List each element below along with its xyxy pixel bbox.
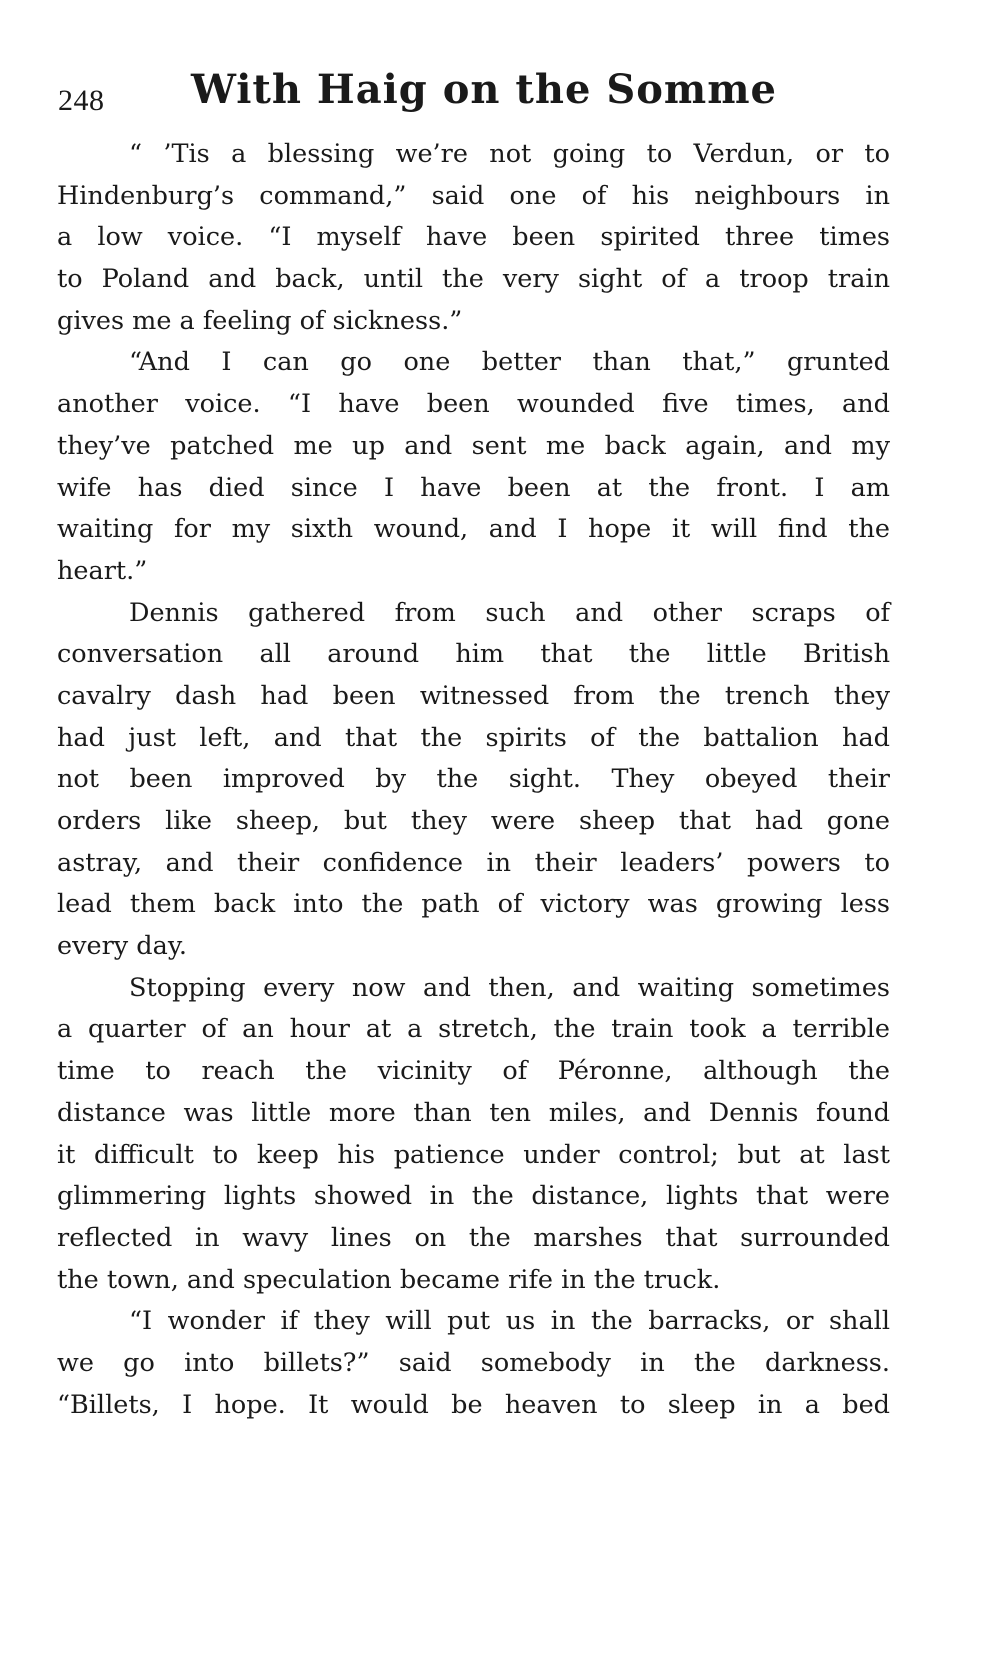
- text-line: glimmering lights showed in the distance, lights that were: [57, 1181, 890, 1212]
- text-line: distance was little more than ten miles, and Dennis found: [57, 1097, 890, 1128]
- text-line: conversation all around him that the little British: [57, 639, 890, 670]
- text-line: a quarter of an hour at a stretch, the train took a terrible: [57, 1014, 890, 1045]
- running-title: With Haig on the Somme: [191, 66, 777, 113]
- text-line: orders like sheep, but they were sheep that had gone: [57, 806, 890, 836]
- text-line: another voice. “I have been wounded five times, and: [57, 389, 890, 420]
- text-line: gives me a feeling of sickness.”: [57, 305, 463, 336]
- text-line: cavalry dash had been witnessed from the trench they: [57, 680, 890, 711]
- body-text: [57, 134, 890, 1426]
- text-line: had just left, and that the spirits of the battalion had: [57, 722, 890, 753]
- text-line: Hindenburg’s command,” said one of his neighbours in: [57, 180, 890, 211]
- text-line: waiting for my sixth wound, and I hope it will find the: [57, 514, 890, 545]
- text-line: we go into billets?” said somebody in the darkness.: [57, 1347, 890, 1378]
- text-line: a low voice. “I myself have been spirited three times: [57, 222, 890, 253]
- text-line: “I wonder if they will put us in the barracks, or shall: [129, 1306, 890, 1337]
- text-line: lead them back into the path of victory was growing less: [57, 889, 890, 920]
- text-line: they’ve patched me up and sent me back again, and my: [57, 430, 890, 461]
- text-line: to Poland and back, until the very sight of a troop train: [57, 264, 890, 295]
- text-line: wife has died since I have been at the front. I am: [57, 472, 890, 503]
- text-line: “ ’Tis a blessing we’re not going to Verdun, or to: [129, 139, 890, 169]
- text-line: Dennis gathered from such and other scraps of: [129, 597, 890, 628]
- text-line: reflected in wavy lines on the marshes that surrounded: [57, 1222, 890, 1253]
- text-line: astray, and their confidence in their leaders’ powers to: [57, 847, 890, 878]
- running-head: [58, 66, 828, 126]
- text-line: the town, and speculation became rife in the truck.: [57, 1264, 721, 1295]
- text-line: it difficult to keep his patience under control; but at last: [57, 1139, 890, 1170]
- text-line: time to reach the vicinity of Péronne, although the: [57, 1056, 890, 1087]
- text-line: heart.”: [57, 555, 148, 586]
- text-line: not been improved by the sight. They obeyed their: [57, 764, 890, 795]
- page-number: 248: [58, 84, 105, 117]
- text-line: “And I can go one better than that,” grunted: [129, 347, 890, 378]
- text-line: “Billets, I hope. It would be heaven to sleep in a bed: [57, 1389, 890, 1420]
- text-line: every day.: [57, 931, 187, 962]
- text-line: Stopping every now and then, and waiting sometimes: [129, 972, 890, 1003]
